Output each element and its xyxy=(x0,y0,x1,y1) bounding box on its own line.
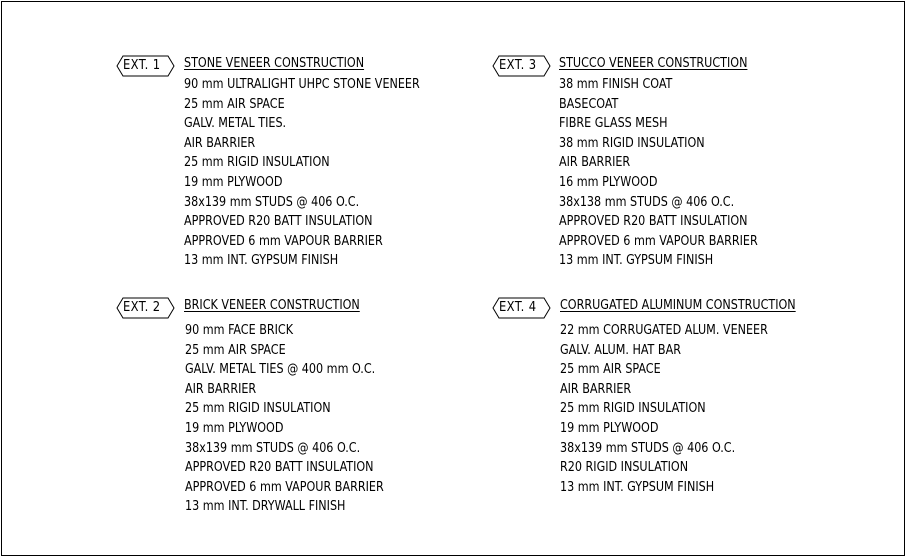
layer-item: 22 mm CORRUGATED ALUM. VENEER xyxy=(560,322,768,338)
layer-item: 25 mm RIGID INSULATION xyxy=(184,154,330,171)
layer-list xyxy=(184,75,440,271)
layer-item: 13 mm INT. DRYWALL FINISH xyxy=(185,498,346,515)
layer-item: APPROVED 6 mm VAPOUR BARRIER xyxy=(185,478,384,495)
layer-item: 38 mm RIGID INSULATION xyxy=(559,134,705,151)
layer-list xyxy=(559,75,775,271)
ext-tag-label: EXT. 3 xyxy=(499,57,537,73)
layer-item: 25 mm AIR SPACE xyxy=(184,95,285,112)
ext-tag xyxy=(492,55,552,77)
ext-tag xyxy=(492,297,552,319)
layer-item: GALV. ALUM. HAT BAR xyxy=(560,341,681,358)
layer-item: 38x139 mm STUDS @ 406 O.C. xyxy=(184,193,360,210)
detail-title: STUCCO VENEER CONSTRUCTION xyxy=(559,55,748,71)
layer-item: APPROVED R20 BATT INSULATION xyxy=(559,213,748,230)
layer-item: AIR BARRIER xyxy=(559,154,631,171)
layer-item: 38x138 mm STUDS @ 406 O.C. xyxy=(559,193,735,210)
layer-item: 25 mm RIGID INSULATION xyxy=(185,400,331,417)
layer-item: 25 mm AIR SPACE xyxy=(560,361,661,378)
layer-item: 90 mm ULTRALIGHT UHPC STONE VENEER xyxy=(184,76,420,92)
detail-title: BRICK VENEER CONSTRUCTION xyxy=(184,297,360,313)
layer-item: GALV. METAL TIES @ 400 mm O.C. xyxy=(185,361,376,378)
layer-item: APPROVED R20 BATT INSULATION xyxy=(185,459,374,476)
layer-item: 25 mm RIGID INSULATION xyxy=(560,400,706,417)
layer-list xyxy=(560,321,786,497)
layer-item: 25 mm AIR SPACE xyxy=(185,341,286,358)
layer-item: APPROVED 6 mm VAPOUR BARRIER xyxy=(559,232,758,249)
ext-tag xyxy=(116,297,176,319)
layer-item: AIR BARRIER xyxy=(185,380,257,397)
layer-item: 19 mm PLYWOOD xyxy=(560,419,659,436)
layer-item: 16 mm PLYWOOD xyxy=(559,173,658,190)
layer-item: R20 RIGID INSULATION xyxy=(560,459,689,476)
layer-list xyxy=(185,321,401,517)
layer-item: AIR BARRIER xyxy=(184,134,256,151)
layer-item: APPROVED 6 mm VAPOUR BARRIER xyxy=(184,232,383,249)
layer-item: 38x139 mm STUDS @ 406 O.C. xyxy=(560,439,736,456)
detail-title: CORRUGATED ALUMINUM CONSTRUCTION xyxy=(560,297,796,313)
layer-item: 19 mm PLYWOOD xyxy=(184,173,283,190)
layer-item: FIBRE GLASS MESH xyxy=(559,115,668,132)
ext-tag-label: EXT. 2 xyxy=(123,299,161,315)
layer-item: GALV. METAL TIES. xyxy=(184,115,287,132)
detail-title: STONE VENEER CONSTRUCTION xyxy=(184,55,365,71)
ext-tag-label: EXT. 4 xyxy=(499,299,537,315)
layer-item: 13 mm INT. GYPSUM FINISH xyxy=(560,478,715,495)
layer-item: 90 mm FACE BRICK xyxy=(185,322,294,338)
layer-item: 13 mm INT. GYPSUM FINISH xyxy=(559,252,714,269)
ext-tag xyxy=(116,55,176,77)
layer-item: 19 mm PLYWOOD xyxy=(185,419,284,436)
layer-item: 38 mm FINISH COAT xyxy=(559,76,673,92)
layer-item: APPROVED R20 BATT INSULATION xyxy=(184,213,373,230)
layer-item: 38x139 mm STUDS @ 406 O.C. xyxy=(185,439,361,456)
layer-item: AIR BARRIER xyxy=(560,380,632,397)
layer-item: 13 mm INT. GYPSUM FINISH xyxy=(184,252,339,269)
layer-item: BASECOAT xyxy=(559,95,619,112)
drawing-sheet xyxy=(1,1,905,556)
ext-tag-label: EXT. 1 xyxy=(123,57,161,73)
